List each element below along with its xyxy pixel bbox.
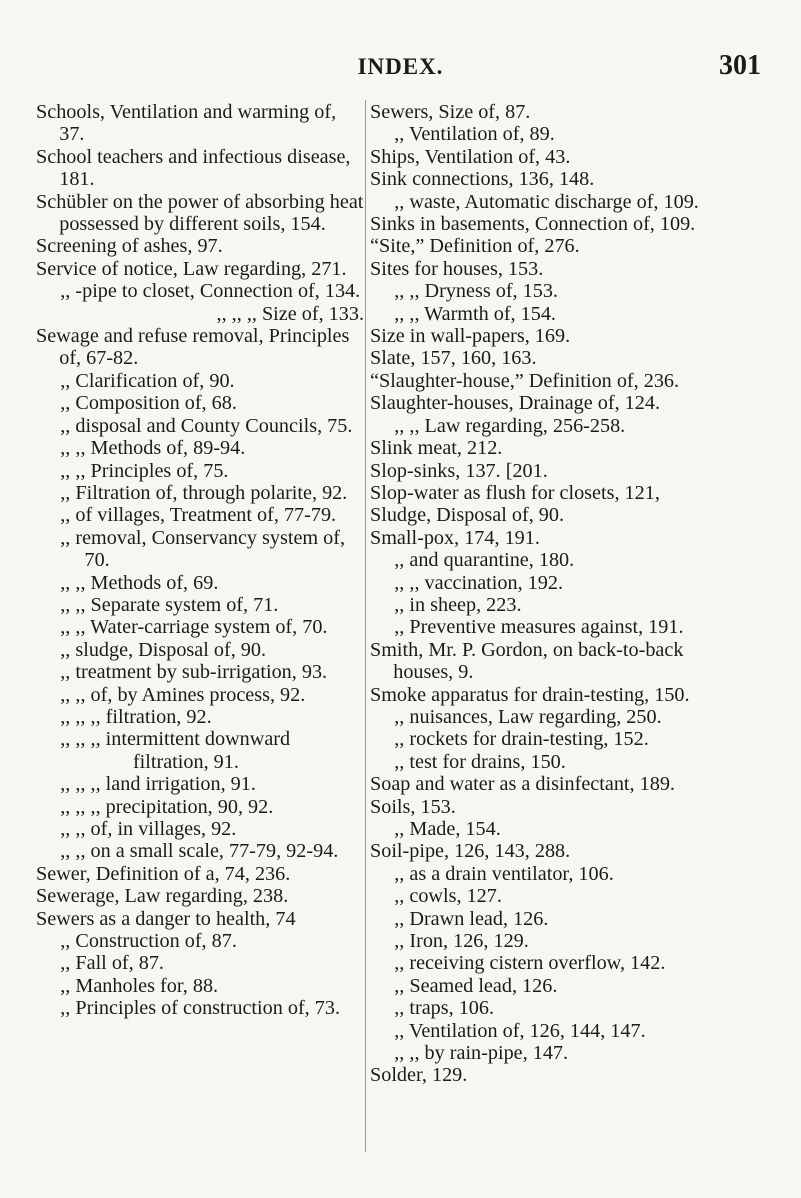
index-entry: ,, ,, ,, filtration, 92. [60,705,212,728]
index-entry: Slink meat, 212. [370,437,503,460]
index-entry: ,, Ventilation of, 89. [394,123,555,146]
page-header [30,50,771,90]
index-entry: Sewers as a danger to health, 74 [36,907,296,930]
index-entry: ,, ,, Principles of, 75. [60,459,229,482]
index-entry: ,, Filtration of, through polarite, 92. [60,481,348,504]
index-entry: Schools, Ventilation and warming of, 37. [36,101,337,146]
index-entry: Screening of ashes, 97. [36,235,223,258]
page-number: 301 [719,50,761,81]
index-entry: ,, Fall of, 87. [60,952,164,975]
index-entry: ,, ,, ,, Size of, 133. [216,302,364,325]
index-entry: ,, ,, ,, land irrigation, 91. [60,773,256,796]
index-entry: Slop-sinks, 137. [201. [370,459,548,482]
index-entry: ,, in sheep, 223. [394,593,522,616]
index-entry: ,, of villages, Treatment of, 77-79. [60,504,337,527]
index-entry: Sinks in basements, Connection of, 109. [370,213,696,236]
index-entry: Soil-pipe, 126, 143, 288. [370,840,571,863]
index-entry: ,, ,, ,, precipitation, 90, 92. [60,795,274,818]
index-entry: Soap and water as a disinfectant, 189. [370,773,675,796]
index-entry: ,, disposal and County Councils, 75. [60,414,353,437]
index-entry: ,, removal, Conservancy system of, 70. [60,526,346,572]
index-entry: School teachers and infectious disease, 181. [36,145,351,191]
running-title: INDEX. [357,54,444,79]
index-entry: ,, ,, Law regarding, 256-258. [394,414,626,437]
index-entry: ,, treatment by sub-irrigation, 93. [60,661,328,684]
index-entry: ,, ,, Warmth of, 154. [394,302,556,325]
index-entry: Sites for houses, 153. [370,257,544,280]
index-entry: Slate, 157, 160, 163. [370,347,537,370]
index-entry: ,, rockets for drain-testing, 152. [394,728,649,751]
index-entry: Sludge, Disposal of, 90. [370,504,565,527]
index-entry: ,, ,, Separate system of, 71. [60,593,279,616]
index-entry: Solder, 129. [370,1064,468,1087]
index-entry: Schübler on the power of absorbing heat possessed by different soils, 154. [36,190,364,236]
index-entry: ,, ,, vaccination, 192. [394,571,563,594]
index-entry: ,, sludge, Disposal of, 90. [60,638,267,661]
index-entry: Soils, 153. [370,795,456,818]
index-entry: Service of notice, Law regarding, 271. [36,257,347,280]
index-entry: ,, ,, of, by Amines process, 92. [60,683,306,706]
index-entry: Smith, Mr. P. Gordon, on back-to-back houses, 9. [370,638,684,684]
index-entry: ,, Preventive measures against, 191. [394,616,684,639]
index-entry: ,, Clarification of, 90. [60,369,235,392]
index-entry: ,, Made, 154. [394,818,501,840]
index-entry: ,, Iron, 126, 129. [394,930,529,953]
index-entry: ,, ,, on a small scale, 77-79, 92-94. [60,840,339,863]
index-entry: ,, Manholes for, 88. [60,974,219,997]
index-column-right [370,101,700,1087]
index-entry: ,, ,, Methods of, 89-94. [60,437,246,460]
index-entry: ,, ,, Water-carriage system of, 70. [60,616,328,639]
index-entry: Slaughter-houses, Drainage of, 124. [370,392,660,415]
index-entry: Sewerage, Law regarding, 238. [36,885,289,908]
index-entry: ,, ,, of, in villages, 92. [60,818,237,840]
index-entry: ,, -pipe to closet, Connection of, 134. [60,280,361,303]
column-divider [365,100,366,1152]
index-entry: ,, Drawn lead, 126. [394,907,549,930]
index-entry: ,, Principles of construction of, 73. [60,997,341,1020]
index-entry: ,, cowls, 127. [394,885,502,908]
index-entry: ,, and quarantine, 180. [394,549,575,572]
index-entry: ,, ,, by rain-pipe, 147. [394,1042,569,1065]
index-entry: Sewer, Definition of a, 74, 236. [36,862,291,885]
index-entry: ,, receiving cistern overflow, 142. [394,952,666,975]
index-entry: Sewage and refuse removal, Principles of, 67-82. [36,325,350,370]
index-entry: “Slaughter-house,” Definition of, 236. [370,369,680,392]
index-entry: ,, ,, ,, intermittent downward filtration, 91. [60,728,291,773]
index-entry: ,, Composition of, 68. [60,392,237,415]
index-entry: ,, Ventilation of, 126, 144, 147. [394,1019,646,1042]
index-entry: Size in wall-papers, 169. [370,325,571,348]
index-entry: Small-pox, 174, 191. [370,526,540,549]
index-entry: ,, traps, 106. [394,997,495,1020]
index-entry: “Site,” Definition of, 276. [370,235,580,258]
index-entry: Sewers, Size of, 87. [370,101,531,123]
index-entry: ,, nuisances, Law regarding, 250. [394,705,662,728]
index-entry: Sink connections, 136, 148. [370,168,595,191]
index-entry: ,, ,, Dryness of, 153. [394,280,558,303]
index-entry: Slop-water as flush for closets, 121, [370,481,660,504]
index-entry: ,, as a drain ventilator, 106. [394,862,614,885]
index-entry: Smoke apparatus for drain-testing, 150. [370,683,690,706]
index-entry: ,, test for drains, 150. [394,750,566,773]
index-entry: Ships, Ventilation of, 43. [370,145,571,168]
index-entry: ,, waste, Automatic discharge of, 109. [394,190,699,213]
index-entry: ,, Construction of, 87. [60,930,237,953]
index-entry: ,, Seamed lead, 126. [394,974,558,997]
index-entry: ,, ,, Methods of, 69. [60,571,219,594]
index-column-left [36,101,364,1020]
